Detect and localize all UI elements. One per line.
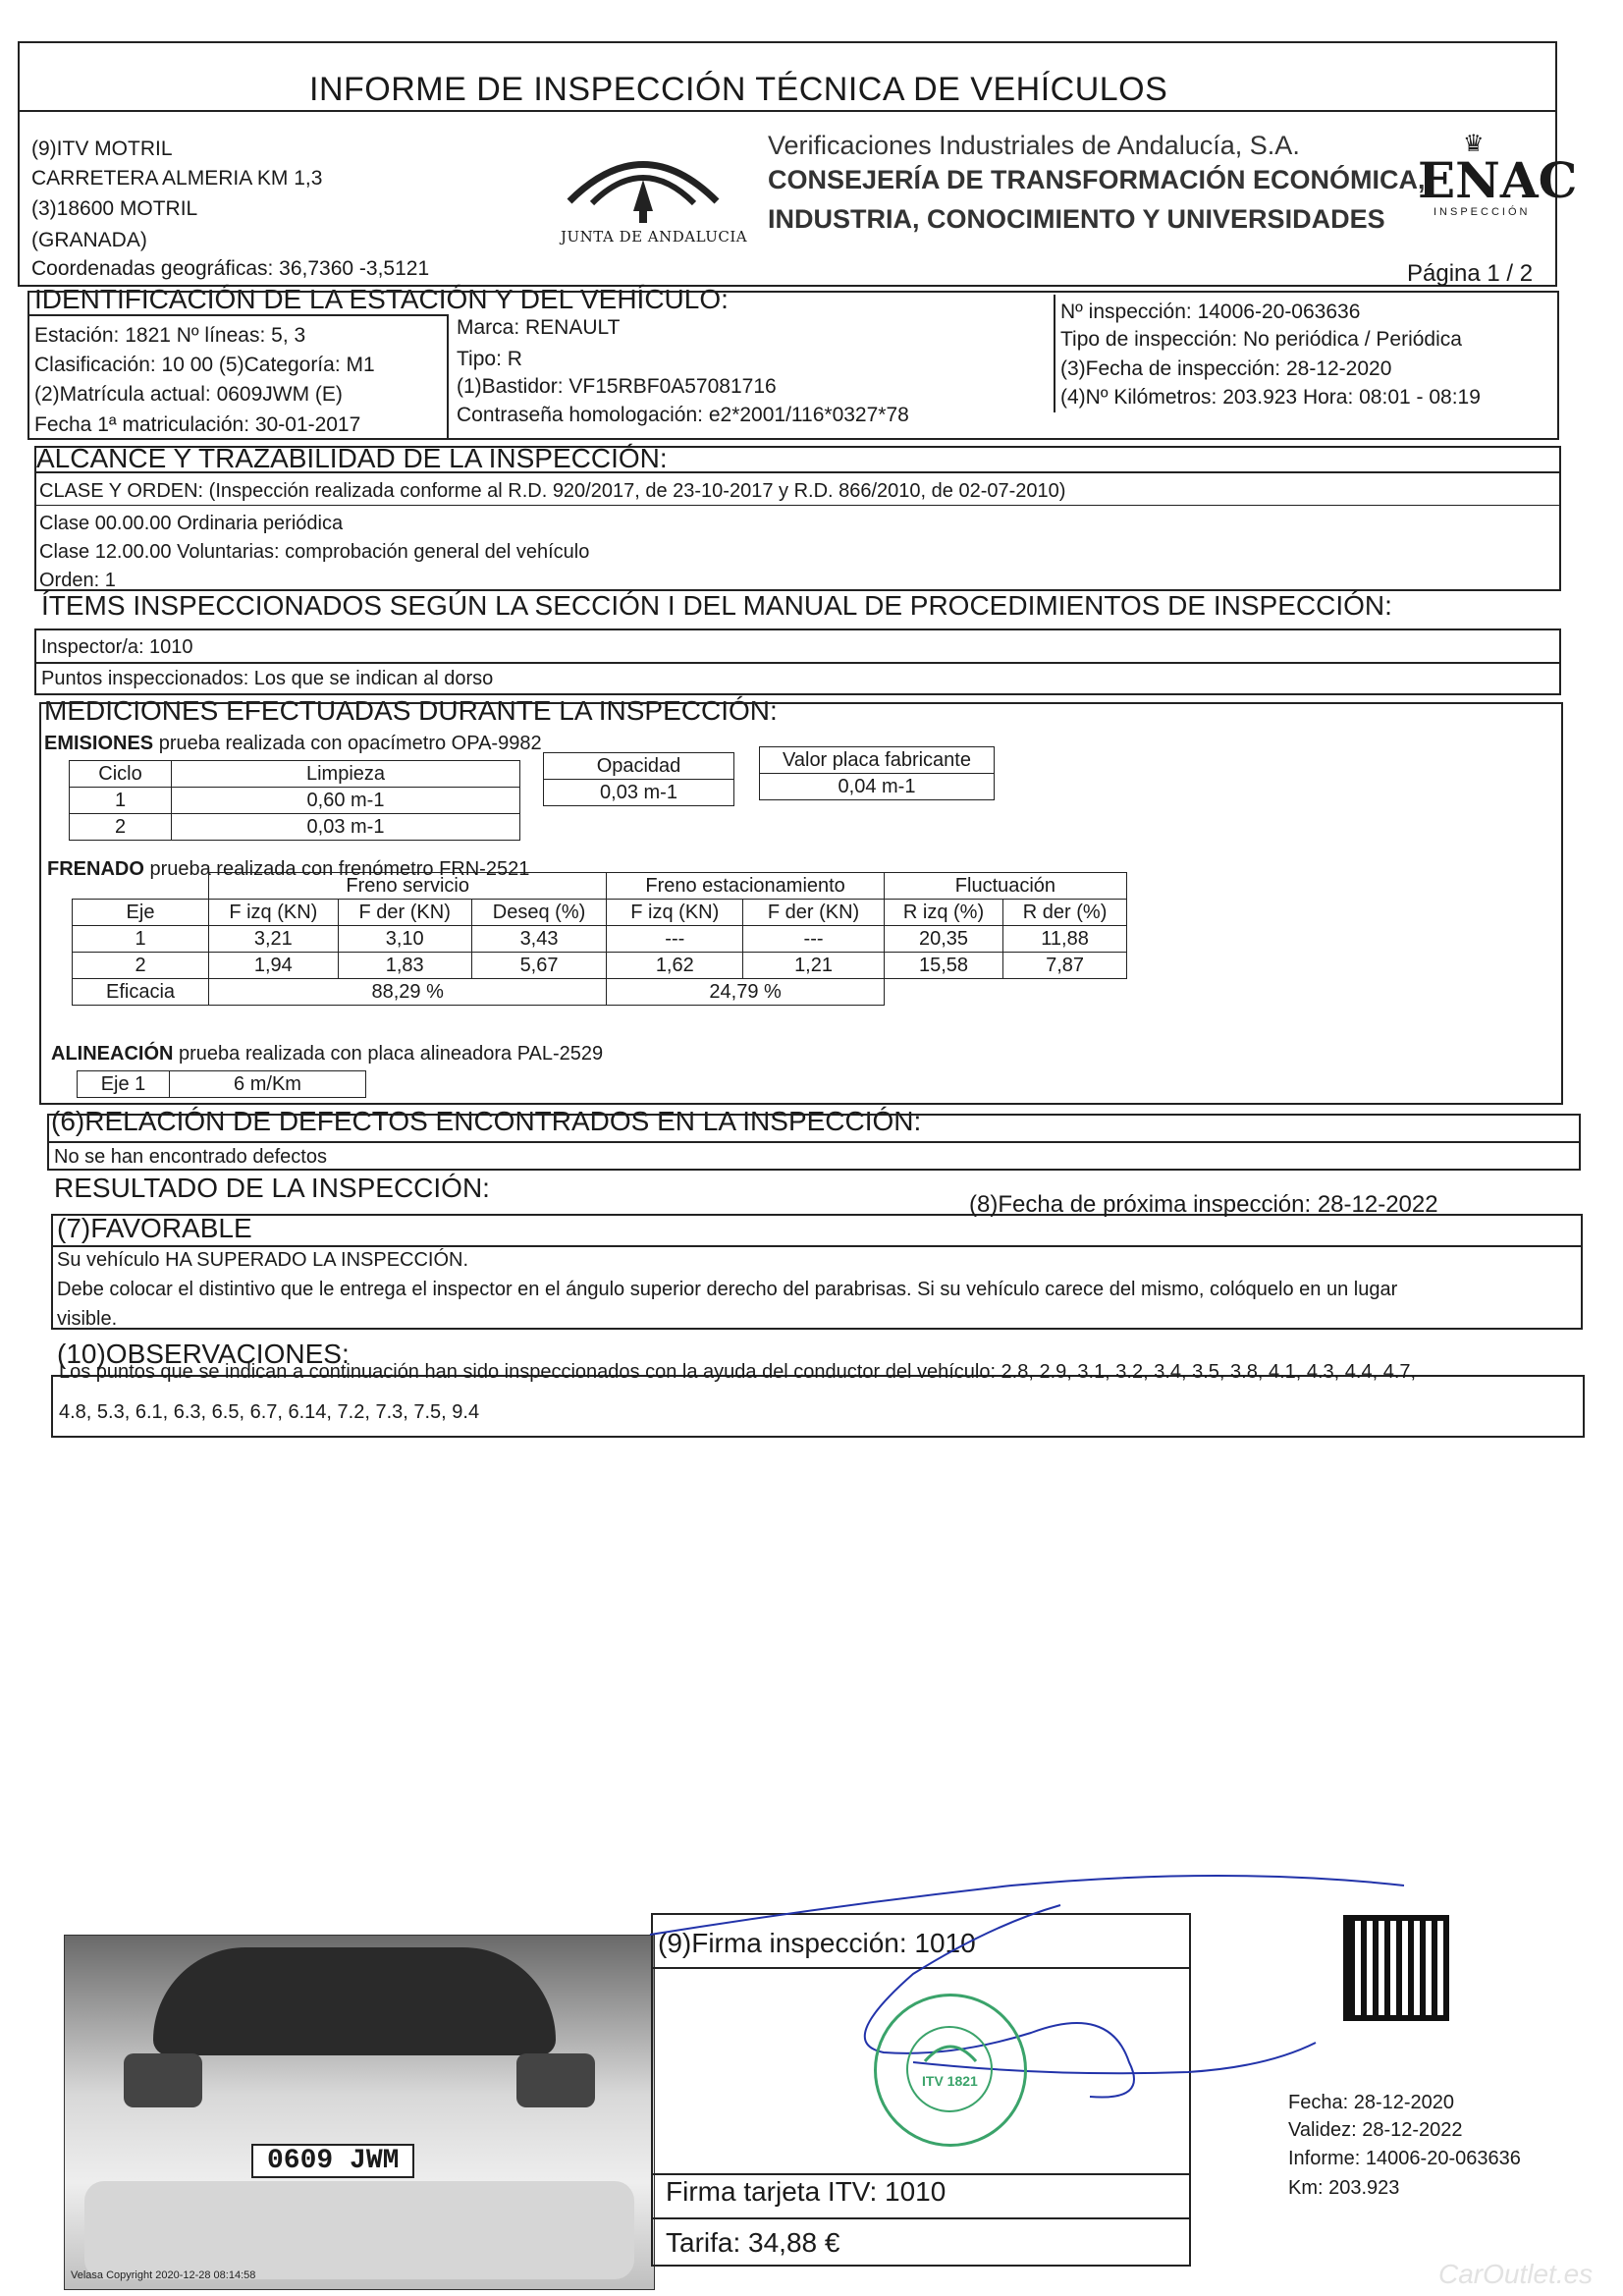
brake-cell: 2 — [73, 953, 209, 979]
enac-subtext: INSPECCIÓN — [1434, 206, 1531, 218]
efficacy-parking: 24,79 % — [607, 979, 885, 1006]
brake-group-parking: Freno estacionamiento — [607, 873, 885, 900]
page-number: Página 1 / 2 — [1407, 260, 1534, 287]
scope-divider — [34, 471, 1561, 473]
scope-divider-2 — [34, 505, 1561, 506]
emissions-text: prueba realizada con opacímetro OPA-9982 — [153, 733, 542, 754]
emissions-header-cleaning: Limpieza — [172, 761, 520, 788]
id-kilometers: (4)Nº Kilómetros: 203.923 Hora: 08:01 - 08:19 — [1060, 386, 1481, 409]
result-verdict: (7)FAVORABLE — [57, 1213, 252, 1243]
id-inspection-number: Nº inspección: 14006-20-063636 — [1060, 301, 1361, 323]
brake-header: F der (KN) — [743, 900, 885, 926]
consejeria-line-2: INDUSTRIA, CONOCIMIENTO Y UNIVERSIDADES — [768, 204, 1385, 234]
brake-header: Eje — [73, 900, 209, 926]
enac-logo — [1414, 130, 1578, 228]
signature-label: (9)Firma inspección: 1010 — [658, 1928, 976, 1958]
opacity-value: 0,03 m-1 — [544, 780, 734, 806]
braking-text: prueba realizada con frenómetro FRN-2521 — [143, 858, 530, 880]
enac-text: ENAC — [1418, 151, 1578, 209]
items-heading: ÍTEMS INSPECCIONADOS SEGÚN LA SECCIÓN I DEL MANUAL DE PROCEDIMIENTOS DE INSPECCIÓN: — [41, 590, 1392, 621]
id-inspection-date: (3)Fecha de inspección: 28-12-2020 — [1060, 357, 1392, 380]
id-station: Estación: 1821 Nº líneas: 5, 3 — [34, 324, 306, 347]
brake-cell: --- — [607, 926, 743, 953]
next-inspection-date: (8)Fecha de próxima inspección: 28-12-2022 — [969, 1191, 1438, 1218]
crown-icon: ♛ — [1463, 131, 1485, 157]
watermark: CarOutlet.es — [1438, 2259, 1594, 2289]
brake-cell: 1,94 — [209, 953, 339, 979]
brake-cell: 15,58 — [884, 953, 1002, 979]
title-underline — [18, 110, 1557, 112]
items-inspector: Inspector/a: 1010 — [41, 636, 193, 658]
alignment-text: prueba realizada con placa alineadora PAL-2529 — [173, 1043, 604, 1065]
result-line-1: Su vehículo HA SUPERADO LA INSPECCIÓN. — [57, 1249, 469, 1271]
opacity-header: Opacidad — [544, 753, 734, 780]
summary-report: Informe: 14006-20-063636 — [1288, 2148, 1521, 2169]
emissions-cell: 1 — [70, 788, 172, 814]
junta-logo-icon — [555, 133, 731, 226]
brake-header: F der (KN) — [338, 900, 471, 926]
qr-code — [1343, 1915, 1449, 2021]
scope-class-1: Clase 00.00.00 Ordinaria periódica — [39, 513, 344, 534]
id-first-registration: Fecha 1ª matriculación: 30-01-2017 — [34, 413, 361, 436]
brake-cell: 1,21 — [743, 953, 885, 979]
junta-label: JUNTA DE ANDALUCIA — [561, 228, 748, 246]
observations-line-2: 4.8, 5.3, 6.1, 6.3, 6.5, 6.7, 6.14, 7.2, 7.3, 7.5, 9.4 — [59, 1401, 480, 1423]
alignment-value: 6 m/Km — [170, 1071, 366, 1098]
scope-class-order: CLASE Y ORDEN: (Inspección realizada conforme al R.D. 920/2017, de 23-10-2017 y R.D. 866/2010, de 02-07-2010) — [39, 480, 1066, 502]
items-points: Puntos inspeccionados: Los que se indican al dorso — [41, 668, 494, 689]
items-divider — [34, 662, 1561, 664]
scope-class-2: Clase 12.00.00 Voluntarias: comprobación general del vehículo — [39, 541, 590, 563]
consejeria-line-1: CONSEJERÍA DE TRANSFORMACIÓN ECONÓMICA, — [768, 165, 1426, 194]
car-rear-window — [153, 1947, 556, 2055]
station-postal: (3)18600 MOTRIL — [31, 197, 198, 220]
summary-km: Km: 203.923 — [1288, 2177, 1400, 2199]
emissions-header-cycle: Ciclo — [70, 761, 172, 788]
id-classification: Clasificación: 10 00 (5)Categoría: M1 — [34, 354, 375, 376]
card-label: Firma tarjeta ITV: 1010 — [666, 2176, 947, 2207]
car-tail-light-left — [124, 2053, 202, 2107]
efficacy-label: Eficacia — [73, 979, 209, 1006]
brake-cell: 11,88 — [1003, 926, 1127, 953]
car-bumper — [84, 2181, 634, 2279]
license-plate: 0609 JWM — [251, 2144, 414, 2178]
signature-divider-2 — [651, 2173, 1191, 2175]
id-plate: (2)Matrícula actual: 0609JWM (E) — [34, 383, 343, 406]
summary-validity: Validez: 28-12-2022 — [1288, 2119, 1463, 2141]
result-heading: RESULTADO DE LA INSPECCIÓN: — [54, 1173, 490, 1203]
stamp-logo-icon — [921, 2036, 980, 2065]
defects-heading: (6)RELACIÓN DE DEFECTOS ENCONTRADOS EN LA INSPECCIÓN: — [51, 1106, 922, 1136]
defects-text: No se han encontrado defectos — [54, 1146, 327, 1168]
station-name: (9)ITV MOTRIL — [31, 137, 173, 160]
id-divider-3 — [27, 314, 447, 316]
braking-label: FRENADO — [47, 858, 144, 880]
identification-heading: IDENTIFICACIÓN DE LA ESTACIÓN Y DEL VEHÍCULO: — [34, 284, 729, 314]
emissions-caption — [44, 733, 542, 755]
brake-group-fluctuation: Fluctuación — [884, 873, 1126, 900]
junta-andalucia-logo — [555, 133, 748, 250]
id-homologation: Contraseña homologación: e2*2001/116*0327*78 — [457, 404, 909, 426]
id-divider-1 — [447, 314, 449, 440]
brake-header: Deseq (%) — [471, 900, 607, 926]
id-inspection-type: Tipo de inspección: No periódica / Periódica — [1060, 328, 1462, 351]
result-line-2: Debe colocar el distintivo que le entrega el inspector en el ángulo superior derecho del parabrisas. Si su vehículo carece del mismo, colóquelo en un lugar — [57, 1279, 1398, 1300]
scope-heading: ALCANCE Y TRAZABILIDAD DE LA INSPECCIÓN: — [36, 443, 668, 473]
brake-cell: 7,87 — [1003, 953, 1127, 979]
alignment-label: ALINEACIÓN — [51, 1043, 174, 1065]
braking-table — [72, 872, 1127, 1006]
car-tail-light-right — [516, 2053, 595, 2107]
observations-heading: (10)OBSERVACIONES: — [57, 1339, 350, 1369]
measurements-heading: MEDICIONES EFECTUADAS DURANTE LA INSPECCIÓN: — [44, 695, 778, 726]
station-address: CARRETERA ALMERIA KM 1,3 — [31, 167, 323, 190]
vehicle-photo — [64, 1935, 655, 2290]
brake-cell: 1 — [73, 926, 209, 953]
brake-group-service: Freno servicio — [209, 873, 607, 900]
emissions-table — [69, 760, 520, 841]
fee: Tarifa: 34,88 € — [666, 2227, 840, 2258]
brake-cell: 5,67 — [471, 953, 607, 979]
plate-value-header: Valor placa fabricante — [760, 747, 995, 774]
signature-stroke — [638, 1866, 1424, 2121]
id-type: Tipo: R — [457, 348, 522, 370]
company-name: Verificaciones Industriales de Andalucía, S.A. — [768, 131, 1300, 160]
alignment-caption — [51, 1043, 603, 1066]
stamp-text: ITV 1821 — [922, 2073, 978, 2089]
result-box — [51, 1214, 1583, 1330]
observations-line-1: Los puntos que se indican a continuación han sido inspeccionados con la ayuda del conductor del vehículo: 2.8, 2.9, 3.1, 3.2, 3.4, 3.5, 3.8, 4.1, 4.3, 4.4, 4.7, — [59, 1361, 1417, 1383]
summary-date: Fecha: 28-12-2020 — [1288, 2092, 1455, 2113]
emissions-cell: 2 — [70, 814, 172, 841]
coordinates: Coordenadas geográficas: 36,7360 -3,5121 — [31, 257, 430, 280]
opacity-table — [543, 752, 734, 806]
result-line-3: visible. — [57, 1308, 118, 1330]
id-divider-2 — [1054, 295, 1055, 412]
photo-caption: Velasa Copyright 2020-12-28 08:14:58 — [71, 2269, 256, 2281]
signature-divider-3 — [651, 2217, 1191, 2219]
brake-header: R der (%) — [1003, 900, 1127, 926]
id-brand: Marca: RENAULT — [457, 316, 621, 339]
plate-value: 0,04 m-1 — [760, 774, 995, 800]
brake-cell: 1,62 — [607, 953, 743, 979]
defects-divider — [47, 1141, 1581, 1143]
brake-cell: 3,43 — [471, 926, 607, 953]
brake-cell: 3,21 — [209, 926, 339, 953]
brake-cell: --- — [743, 926, 885, 953]
efficacy-service: 88,29 % — [209, 979, 607, 1006]
brake-cell: 3,10 — [338, 926, 471, 953]
emissions-cell: 0,60 m-1 — [172, 788, 520, 814]
emissions-cell: 0,03 m-1 — [172, 814, 520, 841]
result-divider — [51, 1245, 1583, 1247]
alignment-axis: Eje 1 — [78, 1071, 170, 1098]
scope-order: Orden: 1 — [39, 570, 116, 591]
brake-cell: 20,35 — [884, 926, 1002, 953]
brake-header: F izq (KN) — [607, 900, 743, 926]
brake-header: R izq (%) — [884, 900, 1002, 926]
plate-value-table — [759, 746, 995, 800]
alignment-table — [77, 1070, 366, 1098]
id-chassis: (1)Bastidor: VF15RBF0A57081716 — [457, 375, 777, 398]
brake-header: F izq (KN) — [209, 900, 339, 926]
brake-cell: 1,83 — [338, 953, 471, 979]
official-stamp — [874, 1994, 1027, 2147]
station-province: (GRANADA) — [31, 229, 147, 251]
emissions-label: EMISIONES — [44, 733, 154, 754]
document-title: INFORME DE INSPECCIÓN TÉCNICA DE VEHÍCULOS — [309, 71, 1168, 108]
